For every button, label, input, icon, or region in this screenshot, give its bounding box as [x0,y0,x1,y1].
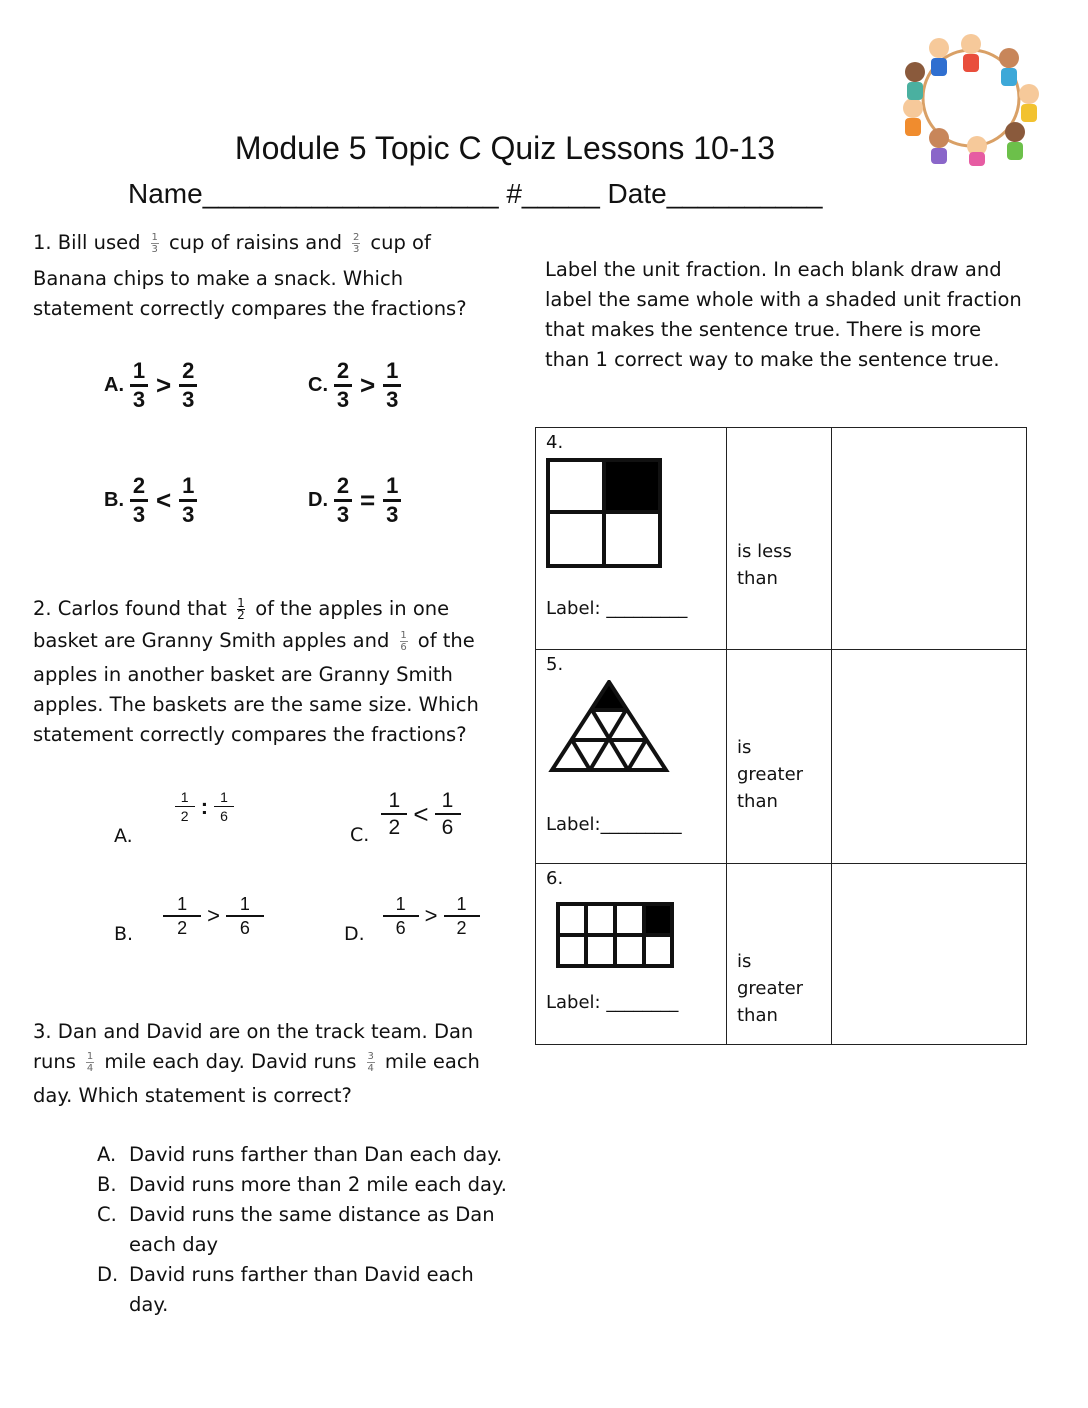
fraction: $\frac{2}{3}$ [352,232,360,255]
fraction: $\frac{3}{4}$ [367,1051,374,1074]
question-3 [33,1017,513,1111]
fraction: 1 3 [130,360,148,411]
q1-option-d[interactable]: D. 2 3 = 1 3 [308,475,401,526]
question-1-line-1: 1. Bill used $\frac{1}{3}$ cup of raisins and $\frac{2}{3}$ cup of [33,231,431,255]
q3-answer-b[interactable]: B. David runs more than 2 mile each day. [97,1173,507,1196]
fraction: 1 3 [179,475,197,526]
drawing-blank-cell[interactable] [832,864,1027,1045]
q2-option-c[interactable]: C. 1 2 < 1 6 [350,790,461,840]
fraction: 1 2 [381,790,407,838]
fraction: 1 3 [383,360,401,411]
figure-cell: 5. Label:_________ [536,650,727,864]
fraction: 1 3 [383,475,401,526]
figure-cell: 4. Label: _________ [536,428,727,650]
q3-answer-a[interactable]: A. David runs farther than Dan each day. [97,1143,503,1166]
square-grid-figure [546,458,664,570]
question-3-line-2: runs $\frac{1}{4}$ mile each day. David runs $\frac{3}{4}$ mile each [33,1050,480,1074]
triangle-figure [548,680,670,774]
fraction: 1 6 [383,895,419,937]
question-1 [33,228,513,324]
fraction: 1 6 [214,790,234,823]
unit-fraction-instructions: Label the unit fraction. In each blank draw and label the same whole with a shaded unit fraction that makes the sentence true. There is more than 1 correct way to make the sentence true. [545,258,1022,371]
comparison-text: is greater than [737,951,804,1026]
label-blank[interactable]: Label: ________ [546,992,679,1013]
q2-option-a[interactable]: A. 1 2 : 1 6 [114,790,234,841]
question-3-answers [97,1140,507,1320]
question-1-line-2: Banana chips to make a snack. Which [33,267,404,290]
question-3-line-3: day. Which statement is correct? [33,1084,352,1107]
question-1-line-3: statement correctly compares the fractions? [33,297,467,320]
q2-option-b[interactable]: B. 1 2 > 1 6 [114,895,264,937]
table-row [536,864,1027,1045]
name-number-date-line: Name___________________ #_____ Date__________ [128,178,823,209]
q1-option-b[interactable]: B. 2 3 < 1 3 [104,475,197,526]
page-title: Module 5 Topic C Quiz Lessons 10-13 [234,130,776,166]
comparison-text: is less than [737,541,792,589]
fraction: 2 3 [334,360,352,411]
fraction: $\frac{1}{2}$ [237,596,245,622]
table-row [536,650,1027,864]
q1-option-a[interactable]: A. 1 3 > 2 3 [104,360,197,411]
comparison-cell [727,650,832,864]
question-2 [33,594,513,750]
fraction: 1 2 [163,895,201,937]
comparison-cell [727,864,832,1045]
fraction: 1 2 [444,895,480,937]
fraction: $\frac{1}{4}$ [86,1051,94,1074]
fraction: 2 3 [179,360,197,411]
question-2-line-5: statement correctly compares the fractions? [33,723,467,746]
q2-option-d[interactable]: D. 1 6 > 1 2 [344,895,480,937]
q3-answer-d[interactable]: D. David runs farther than David each day. [97,1263,474,1316]
comparison-cell [727,428,832,650]
drawing-blank-cell[interactable] [832,650,1027,864]
fraction: $\frac{1}{3}$ [151,232,158,255]
q3-answer-c[interactable]: C. David runs the same distance as Dan each day [97,1203,495,1256]
table-row [536,428,1027,650]
question-2-line-3: apples in another basket are Granny Smith [33,663,453,686]
question-2-line-4: apples. The baskets are the same size. Which [33,693,479,716]
label-blank[interactable]: Label: _________ [546,598,688,619]
comparison-text: is greater than [737,737,804,812]
fraction: 1 6 [226,895,264,937]
unit-fraction-table [535,427,1027,1045]
figure-cell: 6. Label: ________ [536,864,727,1045]
question-3-line-1: 3. Dan and David are on the track team. Dan [33,1020,474,1043]
rectangle-grid-figure [556,902,674,968]
label-blank[interactable]: Label:_________ [546,814,682,835]
fraction: 2 3 [334,475,352,526]
drawing-blank-cell[interactable] [832,428,1027,650]
fraction: 1 2 [175,790,195,823]
fraction: $\frac{1}{6}$ [400,630,407,653]
question-2-line-2: basket are Granny Smith apples and $\frac{1}{6}$ of the [33,629,475,653]
fraction: 2 3 [130,475,148,526]
fraction: 1 6 [435,790,461,838]
q1-option-c[interactable]: C. 2 3 > 1 3 [308,360,401,411]
question-2-line-1: 2. Carlos found that $\frac{1}{2}$ of the apples in one [33,596,450,622]
